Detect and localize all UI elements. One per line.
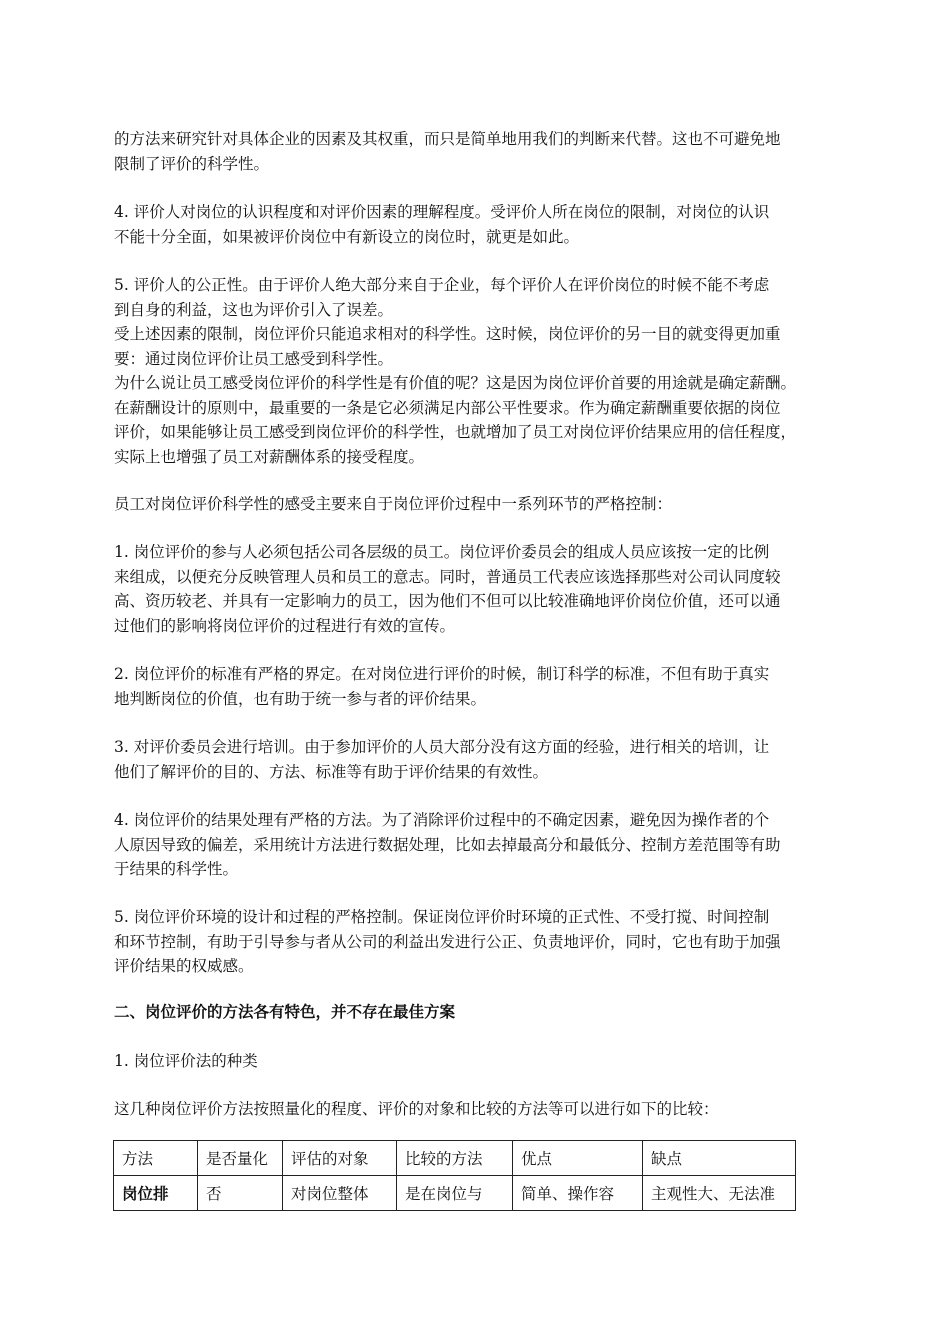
- table-cell: 主观性大、无法准: [643, 1176, 796, 1211]
- subheading: 1. 岗位评价法的种类: [114, 1052, 258, 1070]
- table-header-cell: 是否量化: [198, 1141, 283, 1176]
- paragraph: 的方法来研究针对具体企业的因素及其权重，而只是简单地用我们的判断来代替。这也不可避免地 限制了评价的科学性。: [114, 130, 781, 173]
- table-header-cell: 缺点: [643, 1141, 796, 1176]
- section-heading: 二、岗位评价的方法各有特色，并不存在最佳方案: [114, 1002, 456, 1021]
- table-intro: 这几种岗位评价方法按照量化的程度、评价的对象和比较的方法等可以进行如下的比较：: [114, 1100, 719, 1118]
- paragraph: 5. 岗位评价环境的设计和过程的严格控制。保证岗位评价时环境的正式性、不受打搅、时间控制 和环节控制，有助于引导参与者从公司的利益出发进行公正、负责地评价，同时，它也有助于加强 评价结果的权威感。: [114, 908, 781, 975]
- table-cell: 否: [198, 1176, 283, 1211]
- paragraph: 2. 岗位评价的标准有严格的界定。在对岗位进行评价的时候，制订科学的标准，不但有助于真实 地判断岗位的价值，也有助于统一参与者的评价结果。: [114, 665, 770, 708]
- paragraph: 1. 岗位评价的参与人必须包括公司各层级的员工。岗位评价委员会的组成人员应该按一定的比例 来组成，以便充分反映管理人员和员工的意志。同时，普通员工代表应该选择那些对公司认同度较 高、资历较老、并具有一定影响力的员工，因为他们不但可以比较准确地评价岗位价值，还可以通 过他们的影响将岗位评价的过程进行有效的宣传。: [114, 543, 781, 635]
- paragraph: 3. 对评价委员会进行培训。由于参加评价的人员大部分没有这方面的经验，进行相关的培训，让 他们了解评价的目的、方法、标准等有助于评价结果的有效性。: [114, 738, 770, 781]
- table-header-row: [114, 1141, 796, 1176]
- table-row: [114, 1176, 796, 1211]
- paragraph: 员工对岗位评价科学性的感受主要来自于岗位评价过程中一系列环节的严格控制：: [114, 495, 673, 513]
- table-header-cell: 比较的方法: [397, 1141, 513, 1176]
- table-cell: 对岗位整体: [283, 1176, 397, 1211]
- comparison-table: [113, 1140, 796, 1211]
- table-cell: 岗位排: [114, 1176, 198, 1211]
- table-header-cell: 方法: [114, 1141, 198, 1176]
- table-header-cell: 优点: [513, 1141, 643, 1176]
- paragraph: 5. 评价人的公正性。由于评价人绝大部分来自于企业，每个评价人在评价岗位的时候不能不考虑 到自身的利益，这也为评价引入了误差。 受上述因素的限制，岗位评价只能追求相对的科学性。这时候，岗位评价的另一目的就变得更加重 要：通过岗位评价让员工感受到科学性。 为什么说让员工感受岗位评价的科学性是有价值的呢？这是因为岗位评价首要的用途就是确定薪酬。 在薪酬设计的原则中，最重要的一条是它必须满足内部公平性要求。作为确定薪酬重要依据的岗位 评价，如果能够让员工感受到岗位评价的科学性，也就增加了员工对岗位评价结果应用的信任程度， 实际上也增强了员工对薪酬体系的接受程度。: [114, 276, 797, 466]
- table-header-cell: 评估的对象: [283, 1141, 397, 1176]
- table-cell: 是在岗位与: [397, 1176, 513, 1211]
- table-cell: 简单、操作容: [513, 1176, 643, 1211]
- paragraph: 4. 评价人对岗位的认识程度和对评价因素的理解程度。受评价人所在岗位的限制，对岗位的认识 不能十分全面，如果被评价岗位中有新设立的岗位时，就更是如此。: [114, 203, 770, 246]
- paragraph: 4. 岗位评价的结果处理有严格的方法。为了消除评价过程中的不确定因素，避免因为操作者的个 人原因导致的偏差，采用统计方法进行数据处理，比如去掉最高分和最低分、控制方差范围等有助 于结果的科学性。: [114, 811, 781, 878]
